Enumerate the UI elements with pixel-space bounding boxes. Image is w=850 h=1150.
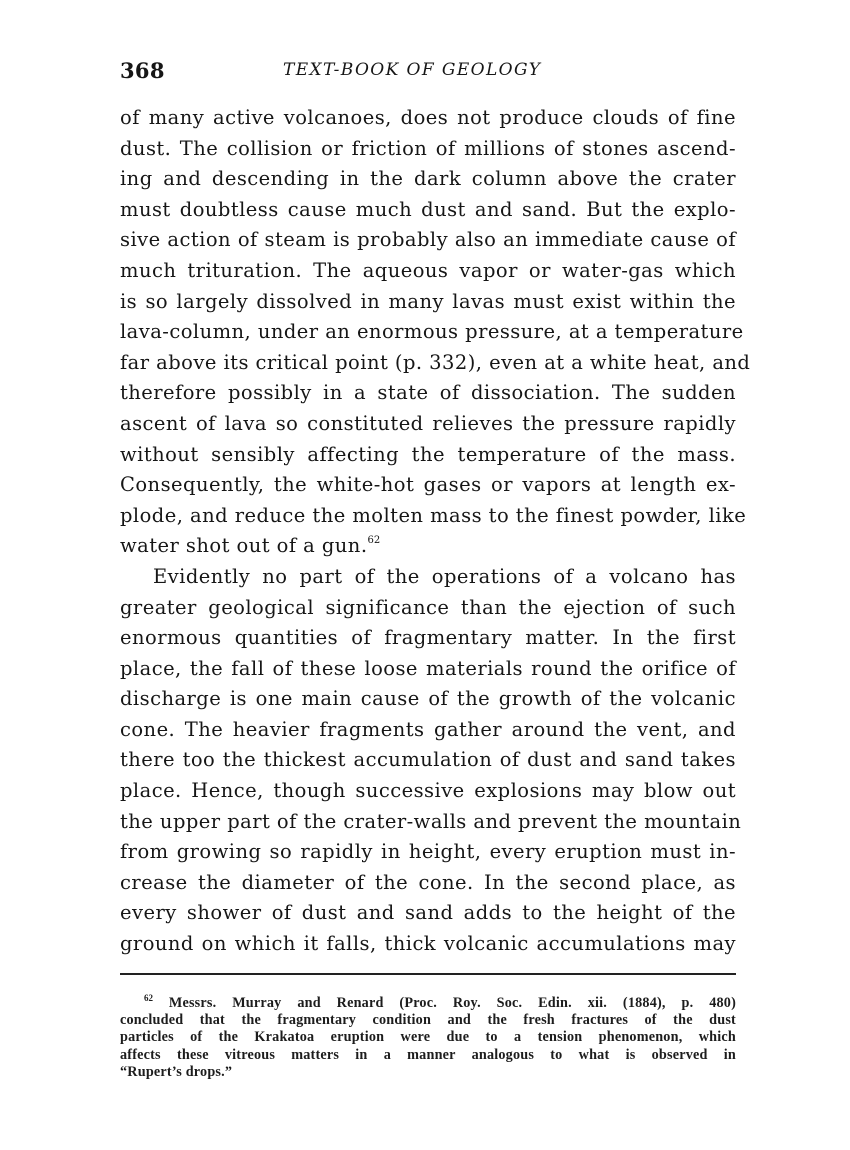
footnote-reference[interactable]: 62 [367, 535, 381, 547]
footnote-mark: 62 [144, 993, 153, 1003]
text-line: much trituration. The aqueous vapor or water-gas which [120, 258, 736, 282]
text-line: must doubtless cause much dust and sand. But the explo- [120, 197, 736, 221]
paragraph-end-line [120, 531, 736, 562]
footnote-line: affects these vitreous matters in a manner analogous to what is observed in [120, 1046, 736, 1063]
page-number: 368 [120, 58, 165, 83]
text-line: place. Hence, though successive explosions may blow out [120, 779, 736, 803]
text-line: far above its critical point (p. 332), even at a white heat, and [120, 350, 751, 374]
running-title: TEXT-BOOK OF GEOLOGY [283, 60, 542, 80]
text-line: plode, and reduce the molten mass to the finest powder, like [120, 503, 747, 527]
footnote-line: concluded that the fragmentary condition and the fresh fractures of the dust [120, 1012, 736, 1029]
footnote-line: “Rupert’s drops.” [120, 1063, 233, 1080]
text-line: ground on which it falls, thick volcanic accumulations may [120, 932, 736, 956]
text-line: Consequently, the white-hot gases or vapors at length ex- [120, 473, 736, 497]
text-line: every shower of dust and sand adds to the height of the [120, 901, 736, 925]
text-line: discharge is one main cause of the growth of the volcanic [120, 687, 736, 711]
text-line: cone. The heavier fragments gather around the vent, and [120, 717, 736, 741]
text-line: ascent of lava so constituted relieves the pressure rapidly [120, 411, 736, 435]
text-line: is so largely dissolved in many lavas must exist within the [120, 289, 736, 313]
text-line: lava-column, under an enormous pressure, at a temperature [120, 320, 744, 344]
text-line: place, the fall of these loose materials round the orifice of [120, 656, 736, 680]
text-line: water shot out of a gun. [120, 534, 368, 558]
text-line: there too the thickest accumulation of dust and sand takes [120, 748, 736, 772]
text-line: therefore possibly in a state of dissociation. The sudden [120, 381, 736, 405]
text-line: from growing so rapidly in height, every eruption must in- [120, 840, 736, 864]
text-line: the upper part of the crater-walls and prevent the mountain [120, 809, 742, 833]
footnote [120, 995, 736, 1081]
text-line: crease the diameter of the cone. In the second place, as [120, 870, 736, 894]
text-line: dust. The collision or friction of millions of stones ascend- [120, 136, 736, 160]
body-text [120, 103, 751, 960]
paragraph-first-line: Evidently no part of the operations of a volcano has [153, 564, 736, 588]
text-line: ing and descending in the dark column above the crater [120, 167, 736, 191]
text-line: of many active volcanoes, does not produce clouds of fine [120, 106, 736, 129]
footnote-first-line [120, 995, 736, 1012]
text-line: enormous quantities of fragmentary matter. In the first [120, 626, 736, 650]
footnote-divider [120, 973, 736, 975]
footnote-text: Messrs. Murray and Renard (Proc. Roy. Soc. Edin. xii. (1884), p. 480) [168, 995, 737, 1011]
text-line: sive action of steam is probably also an immediate cause of [120, 228, 736, 252]
text-line: greater geological significance than the ejection of such [120, 595, 736, 619]
footnote-line: particles of the Krakatoa eruption were due to a tension phenomenon, which [120, 1029, 736, 1046]
running-head [120, 58, 736, 88]
text-line: without sensibly affecting the temperature of the mass. [120, 442, 736, 466]
